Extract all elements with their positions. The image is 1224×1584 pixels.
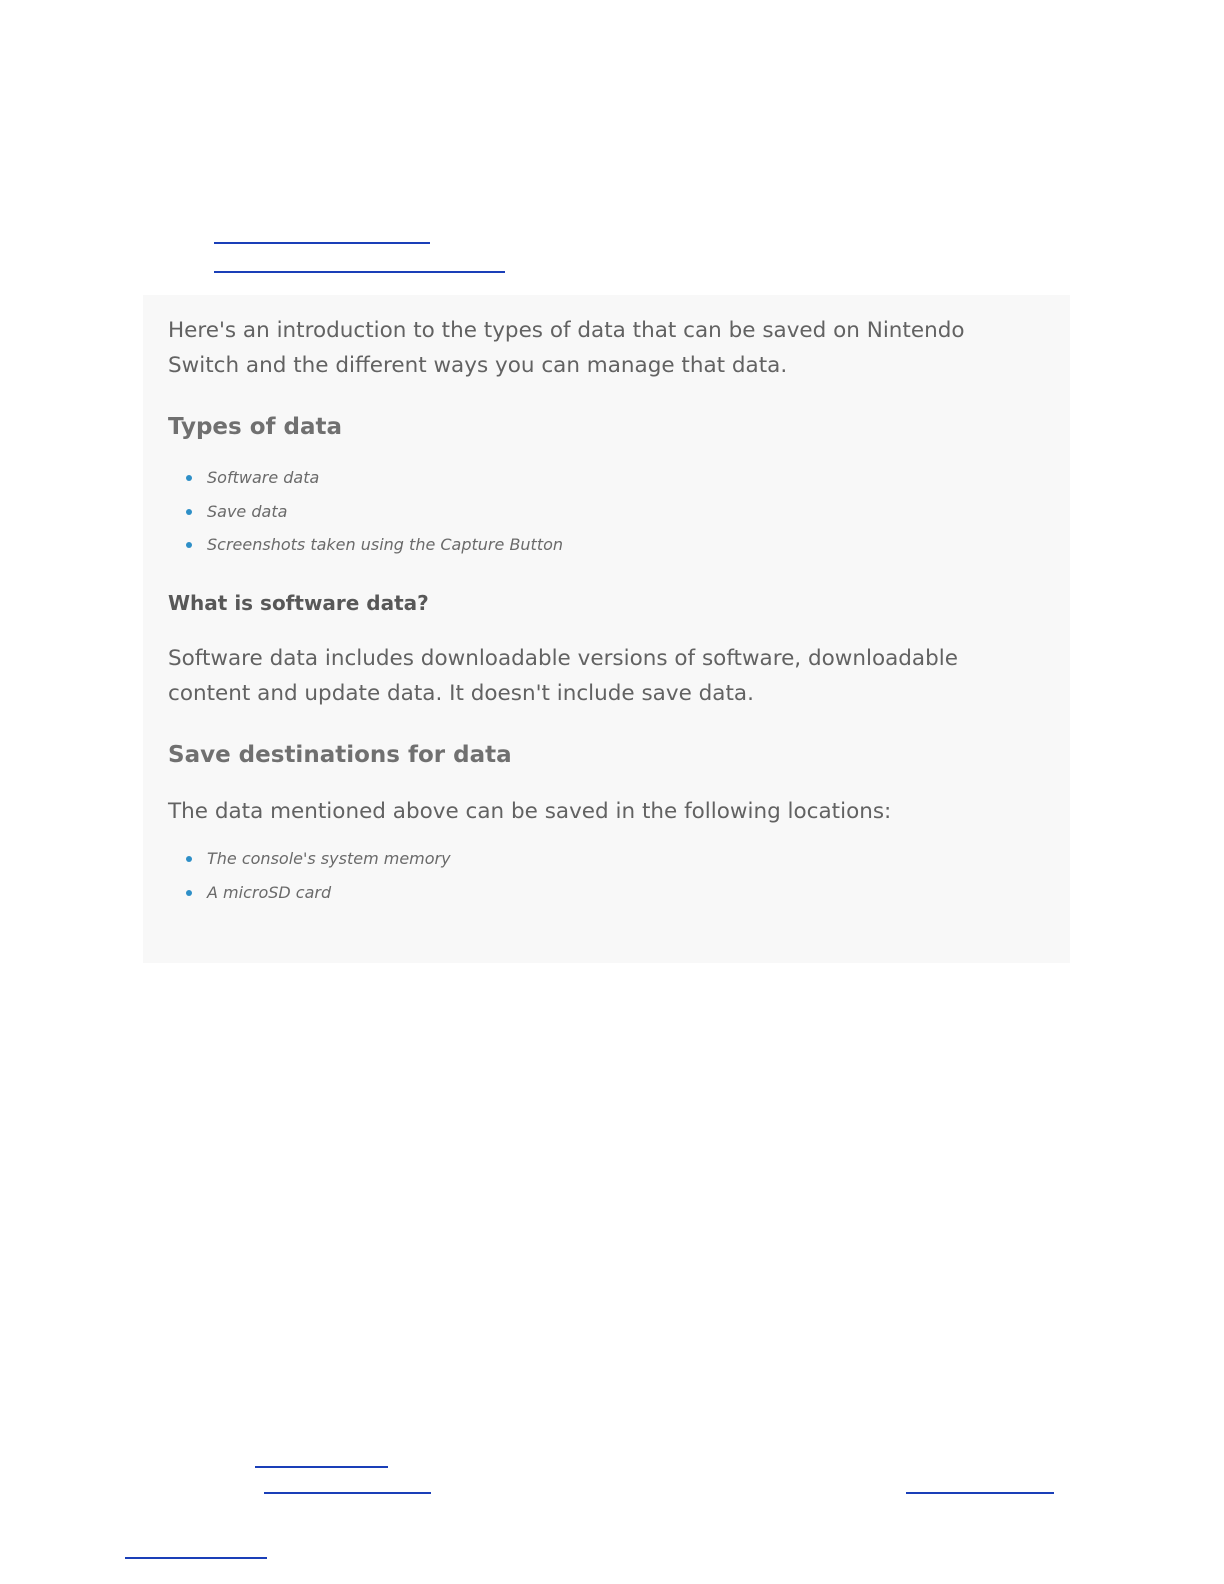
software-question: What is software data? — [168, 591, 429, 615]
list-item: Save data — [168, 501, 1045, 523]
list-item: Software data — [168, 467, 1045, 489]
link-underline[interactable] — [255, 1466, 388, 1468]
bullet-icon — [186, 542, 192, 548]
destinations-heading: Save destinations for data — [168, 742, 512, 768]
bullet-icon — [186, 475, 192, 481]
link-underline[interactable] — [214, 271, 505, 273]
link-underline[interactable] — [264, 1492, 431, 1494]
bullet-icon — [186, 890, 192, 896]
info-panel — [143, 295, 1070, 963]
bullet-icon — [186, 856, 192, 862]
list-item: Screenshots taken using the Capture Button — [168, 534, 1045, 556]
link-underline[interactable] — [214, 242, 430, 244]
link-underline[interactable] — [906, 1492, 1054, 1494]
software-answer: Software data includes downloadable versions of software, downloadable content and update data. It doesn't include save data. — [168, 646, 958, 706]
types-list — [168, 467, 1045, 556]
list-item: The console's system memory — [168, 848, 1045, 870]
bullet-icon — [186, 509, 192, 515]
destinations-list — [168, 848, 1045, 904]
intro-paragraph: Here's an introduction to the types of data that can be saved on Nintendo Switch and the different ways you can manage that data. — [168, 318, 965, 378]
list-item: A microSD card — [168, 882, 1045, 904]
destinations-intro: The data mentioned above can be saved in the following locations: — [168, 799, 892, 824]
link-underline[interactable] — [125, 1557, 267, 1559]
types-heading: Types of data — [168, 414, 343, 440]
